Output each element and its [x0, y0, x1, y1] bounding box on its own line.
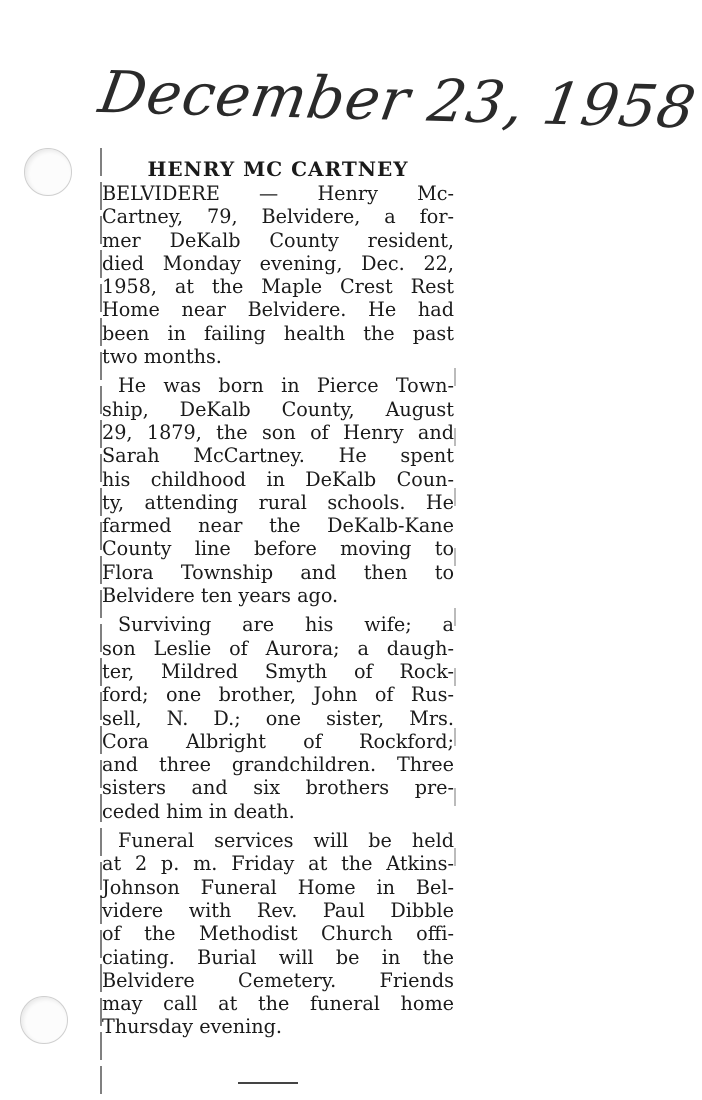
article-line: at 2 p. m. Friday at the Atkins-	[102, 852, 454, 876]
article-end-rule	[238, 1082, 298, 1084]
article-line: ty, attending rural schools. He	[102, 490, 454, 514]
article-line: may call at the funeral home	[102, 992, 454, 1016]
article-line: Cora Albright of Rockford;	[102, 729, 454, 753]
handwritten-date: December 23, 1958	[94, 58, 701, 142]
article-line: and three grandchildren. Three	[102, 753, 454, 777]
article-line: died Monday evening, Dec. 22,	[102, 251, 454, 275]
article-line: Sarah McCartney. He spent	[102, 444, 454, 468]
article-line: He was born in Pierce Town-	[118, 374, 454, 398]
obituary-article	[102, 158, 454, 1045]
article-headline: HENRY MC CARTNEY	[147, 157, 409, 181]
article-line: Surviving are his wife; a	[118, 613, 454, 637]
newspaper-clipping	[90, 148, 460, 1096]
article-line: ter, Mildred Smyth of Rock-	[102, 659, 454, 683]
article-paragraph	[102, 829, 454, 1039]
article-line: been in failing health the past	[102, 321, 454, 345]
article-line: Home near Belvidere. He had	[102, 298, 454, 322]
article-line: ceded him in death.	[102, 799, 295, 823]
binder-punch-hole-top	[24, 148, 72, 196]
article-line: Flora Township and then to	[102, 560, 454, 584]
article-paragraph	[102, 374, 454, 607]
article-line: videre with Rev. Paul Dibble	[102, 898, 454, 922]
article-line: Cartney, 79, Belvidere, a for-	[102, 205, 454, 229]
article-line: his childhood in DeKalb Coun-	[102, 467, 454, 491]
article-line: ciating. Burial will be in the	[102, 945, 454, 969]
article-line: son Leslie of Aurora; a daugh-	[102, 636, 454, 660]
article-line: ship, DeKalb County, August	[102, 397, 454, 421]
article-line: 29, 1879, the son of Henry and	[102, 420, 454, 444]
article-line: Belvidere Cemetery. Friends	[102, 968, 454, 992]
article-body	[102, 182, 454, 1039]
article-line: County line before moving to	[102, 537, 454, 561]
article-line: mer DeKalb County resident,	[102, 228, 454, 252]
article-paragraph	[102, 182, 454, 368]
article-line: two months.	[102, 345, 222, 369]
article-line: BELVIDERE — Henry Mc-	[102, 182, 454, 205]
article-line: sell, N. D.; one sister, Mrs.	[102, 706, 454, 730]
article-line: 1958, at the Maple Crest Rest	[102, 275, 454, 299]
article-line: farmed near the DeKalb-Kane	[102, 514, 454, 538]
article-line: Johnson Funeral Home in Bel-	[102, 875, 454, 899]
article-paragraph	[102, 613, 454, 823]
binder-punch-hole-bottom	[20, 996, 68, 1044]
article-line: Funeral services will be held	[118, 829, 454, 853]
clipping-cut-edge-right	[454, 368, 456, 868]
article-line: Thursday evening.	[102, 1015, 282, 1039]
article-line: ford; one brother, John of Rus-	[102, 683, 454, 707]
article-line: sisters and six brothers pre-	[102, 776, 454, 800]
article-line: of the Methodist Church offi-	[102, 922, 454, 946]
article-line: Belvidere ten years ago.	[102, 584, 339, 608]
